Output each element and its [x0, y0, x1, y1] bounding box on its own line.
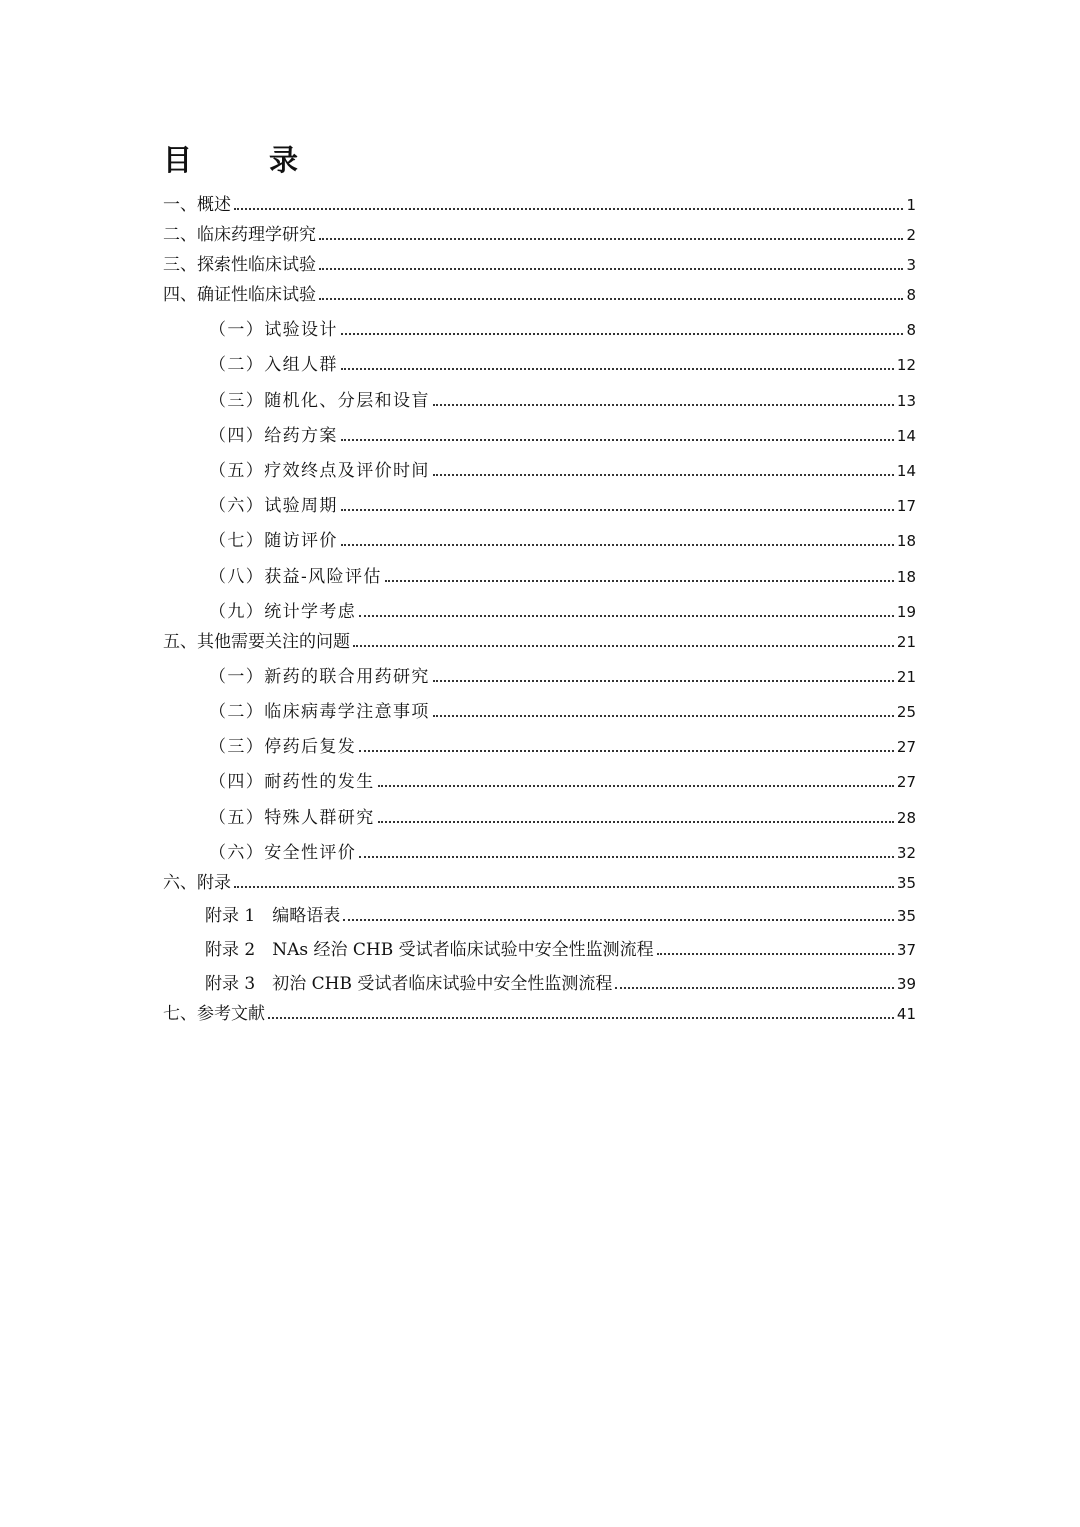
dot-leader [359, 615, 894, 617]
toc-entry-page: 21 [896, 667, 916, 686]
toc-entry[interactable] [163, 864, 916, 894]
toc-subentry[interactable] [163, 793, 916, 828]
toc-entry-page: 8 [906, 286, 916, 304]
toc-entry-label: 七、参考文献 [163, 1003, 265, 1024]
dot-leader [353, 645, 894, 647]
dot-leader [615, 987, 894, 989]
toc-entry-label: （六）安全性评价 [209, 842, 357, 863]
dot-leader [319, 238, 903, 240]
dot-leader [341, 439, 894, 441]
dot-leader [385, 580, 894, 582]
toc-entry-page: 8 [906, 321, 916, 340]
toc-subentry[interactable] [163, 552, 916, 587]
toc-entry-label: （九）统计学考虑 [209, 601, 357, 622]
dot-leader [433, 404, 894, 406]
toc-entry[interactable] [163, 623, 916, 653]
toc-entry-page: 25 [896, 703, 916, 722]
toc-entry-label: 附录 3 初治 CHB 受试者临床试验中安全性监测流程 [205, 973, 613, 994]
dot-leader [341, 368, 894, 370]
toc-entry-page: 27 [896, 738, 916, 757]
table-of-contents [163, 186, 916, 1025]
toc-entry[interactable] [163, 216, 916, 246]
toc-entry-label: （六）试验周期 [209, 496, 338, 517]
dot-leader [359, 856, 894, 858]
toc-subentry[interactable] [163, 447, 916, 482]
dot-leader [433, 715, 894, 717]
toc-entry-label: （一）试验设计 [209, 320, 338, 341]
toc-entry-page: 39 [896, 974, 916, 993]
toc-entry-page: 19 [896, 602, 916, 621]
toc-entry-label: 一、概述 [163, 195, 231, 215]
dot-leader [378, 821, 894, 823]
toc-entry-page: 14 [896, 461, 916, 480]
toc-entry-label: （三）随机化、分层和设盲 [209, 390, 430, 411]
toc-subentry[interactable] [163, 482, 916, 517]
toc-subentry[interactable] [163, 653, 916, 688]
toc-entry-label: （五）特殊人群研究 [209, 807, 375, 828]
toc-entry-label: （二）临床病毒学注意事项 [209, 702, 430, 723]
dot-leader [341, 333, 904, 335]
toc-entry-page: 35 [896, 873, 916, 892]
toc-entry-label: （七）随访评价 [209, 531, 338, 552]
toc-entry-label: （三）停药后复发 [209, 737, 357, 758]
toc-entry-label: （五）疗效终点及评价时间 [209, 460, 430, 481]
toc-entry-page: 1 [906, 196, 916, 214]
toc-entry-page: 32 [896, 843, 916, 862]
toc-entry-label: （四）给药方案 [209, 425, 338, 446]
toc-entry-page: 27 [896, 773, 916, 792]
toc-entry-page: 17 [896, 497, 916, 516]
toc-entry-label: （四）耐药性的发生 [209, 772, 375, 793]
toc-entry-page: 12 [896, 356, 916, 375]
dot-leader [433, 474, 894, 476]
toc-entry-label: （二）入组人群 [209, 355, 338, 376]
toc-entry-page: 13 [896, 391, 916, 410]
dot-leader [234, 208, 903, 210]
toc-entry-label: 二、临床药理学研究 [163, 225, 316, 245]
toc-subentry[interactable] [163, 758, 916, 793]
toc-subentry[interactable] [163, 829, 916, 864]
toc-entry-label: 附录 1 编略语表 [205, 906, 341, 927]
dot-leader [433, 680, 894, 682]
toc-entry-page: 2 [906, 226, 916, 244]
toc-entry[interactable] [163, 246, 916, 276]
toc-entry-page: 18 [896, 567, 916, 586]
dot-leader [268, 1017, 894, 1019]
toc-entry-label: （一）新药的联合用药研究 [209, 666, 430, 687]
dot-leader [319, 298, 903, 300]
toc-subentry[interactable] [163, 588, 916, 623]
toc-entry-page: 37 [896, 941, 916, 959]
dot-leader [359, 750, 894, 752]
toc-entry-page: 35 [896, 907, 916, 926]
dot-leader [378, 785, 894, 787]
toc-subentry[interactable] [163, 688, 916, 723]
dot-leader [319, 268, 903, 270]
toc-entry[interactable] [163, 995, 916, 1025]
dot-leader [234, 886, 894, 888]
toc-appendix-entry[interactable] [163, 961, 916, 995]
dot-leader [341, 509, 894, 511]
toc-entry-page: 21 [896, 632, 916, 651]
toc-entry[interactable] [163, 276, 916, 306]
dot-leader [657, 953, 894, 955]
toc-entry-page: 41 [896, 1004, 916, 1023]
toc-entry-label: 六、附录 [163, 872, 231, 893]
toc-appendix-entry[interactable] [163, 927, 916, 961]
toc-subentry[interactable] [163, 723, 916, 758]
toc-entry-label: 附录 2 NAs 经治 CHB 受试者临床试验中安全性监测流程 [205, 940, 654, 960]
toc-entry-page: 14 [896, 426, 916, 445]
toc-entry-label: 五、其他需要关注的问题 [163, 631, 350, 652]
toc-title: 目 录 [163, 143, 323, 177]
toc-entry-page: 3 [906, 256, 916, 274]
toc-subentry[interactable] [163, 306, 916, 341]
toc-entry-label: 三、探索性临床试验 [163, 255, 316, 275]
toc-appendix-entry[interactable] [163, 894, 916, 928]
toc-subentry[interactable] [163, 341, 916, 376]
toc-entry-label: （八）获益-风险评估 [209, 566, 382, 587]
toc-subentry[interactable] [163, 412, 916, 447]
toc-subentry[interactable] [163, 376, 916, 411]
toc-entry-label: 四、确证性临床试验 [163, 285, 316, 305]
dot-leader [343, 919, 894, 921]
toc-entry-page: 28 [896, 808, 916, 827]
toc-entry-page: 18 [896, 532, 916, 551]
toc-subentry[interactable] [163, 517, 916, 552]
toc-entry[interactable] [163, 186, 916, 216]
dot-leader [341, 544, 894, 546]
